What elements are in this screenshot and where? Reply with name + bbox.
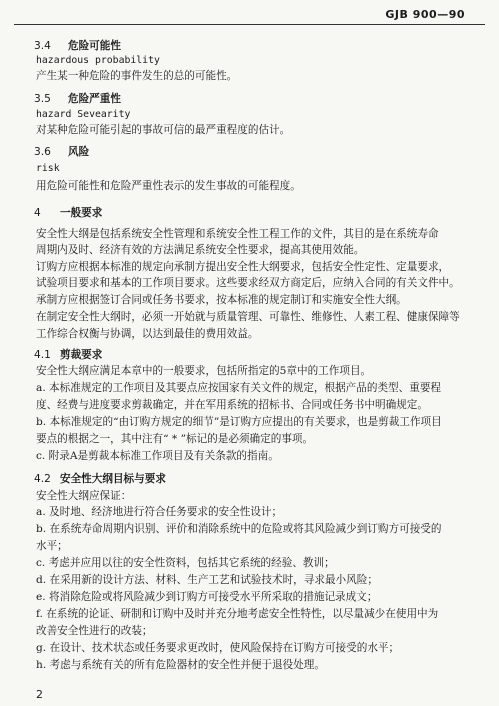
section-4-line: 试验项目要求和基本的工作项目要求。这些要求经双方商定后，应纳入合同的有关文件中。 <box>36 277 460 289</box>
section-4-heading: 4 一般要求 <box>34 207 103 219</box>
header-rule <box>14 24 485 25</box>
section-4-line: 承制方应根据签订合同或任务书要求，按本标准的规定制订和实施安全性大纲。 <box>36 294 407 306</box>
section-4-2-line: 改善安全性进行的改装； <box>36 625 153 637</box>
standard-code-header: GJB 900—90 <box>385 8 465 21</box>
section-4-line: 周期内及时、经济有效的方法满足系统安全性要求，提高其使用效能。 <box>36 244 365 256</box>
section-3-5-heading: 3.5 危险严重性 <box>34 93 121 105</box>
section-3-6-english-term: risk <box>36 163 60 174</box>
section-4-2-line: h. 考虑与系统有关的所有危险器材的安全性并便于退役处理。 <box>36 659 325 671</box>
section-4-1-heading: 4.1 剪裁要求 <box>34 349 103 361</box>
section-3-6-definition: 用危险可能性和危险严重性表示的发生事故的可能程度。 <box>36 180 301 192</box>
section-4-line: 在制定安全性大纲时，必须一开始就与质量管理、可靠性、维修性、人素工程、健康保障等 <box>36 311 460 323</box>
section-4-2-line: e. 将消除危险或将风险减少到订购方可接受水平所采取的措施记录成文； <box>36 591 378 603</box>
section-4-2-line: b. 在系统寿命周期内识别、评价和消除系统中的危险或将其风险减少到订购方可接受的 <box>36 523 442 535</box>
section-4-line: 工作综合权衡与协调，以达到最佳的费用效益。 <box>36 328 259 340</box>
section-4-1-line: a. 本标准规定的工作项目及其要点应按国家有关文件的规定，根据产品的类型、重要程 <box>36 382 442 394</box>
section-3-4-definition: 产生某一种危险的事件发生的总的可能性。 <box>36 70 238 82</box>
section-3-4-english-term: hazardous probability <box>36 55 160 66</box>
section-3-4-heading: 3.4 危险可能性 <box>34 40 121 52</box>
section-4-2-line: c. 考虑并应用以往的安全性资料，包括其它系统的经验、教训； <box>36 557 335 569</box>
section-4-2-line: g. 在设计、技术状态或任务要求更改时，使风险保持在订购方可接受的水平； <box>36 642 400 654</box>
page-number: 2 <box>36 688 43 701</box>
section-3-6-heading: 3.6 风险 <box>34 146 90 158</box>
section-4-2-heading: 4.2 安全性大纲目标与要求 <box>34 473 166 485</box>
section-3-5-english-term: hazard Sevearity <box>36 109 131 120</box>
section-4-1-line: 安全性大纲应满足本章中的一般要求，包括所指定的5章中的工作项目。 <box>36 365 372 377</box>
section-4-1-line: c. 附录A是剪裁本标准工作项目及有关条款的指南。 <box>36 450 279 462</box>
section-4-1-line: 要点的根据之一，其中注有“ * ”标记的是必须确定的事项。 <box>36 433 314 445</box>
section-4-2-line: 水平； <box>36 540 68 552</box>
section-4-line: 订购方应根据本标准的规定向承制方提出安全性大纲要求，包括安全性定性、定量要求， <box>36 261 450 273</box>
section-4-2-line: f. 在系统的论证、研制和订购中及时并充分地考虑安全性特性，以尽量减少在使用中为 <box>36 608 439 620</box>
section-4-line: 安全性大纲是包括系统安全性管理和系统安全性工程工作的文件，其目的是在系统寿命 <box>36 228 439 240</box>
section-3-5-definition: 对某种危险可能引起的事故可信的最严重程度的估计。 <box>36 124 291 136</box>
section-4-2-line: 安全性大纲应保证： <box>36 490 132 502</box>
section-4-2-line: a. 及时地、经济地进行符合任务要求的安全性设计； <box>36 506 283 518</box>
section-4-1-line: b. 本标准规定的“由订购方规定的细节”是订购方应提出的有关要求，也是剪裁工作项目 <box>36 416 442 428</box>
section-4-1-line: 度、经费与进度要求剪裁确定，并在军用系统的招标书、合同或任务书中明确规定。 <box>36 399 428 411</box>
section-4-2-line: d. 在采用新的设计方法、材料、生产工艺和试验技术时，寻求最小风险； <box>36 574 378 586</box>
